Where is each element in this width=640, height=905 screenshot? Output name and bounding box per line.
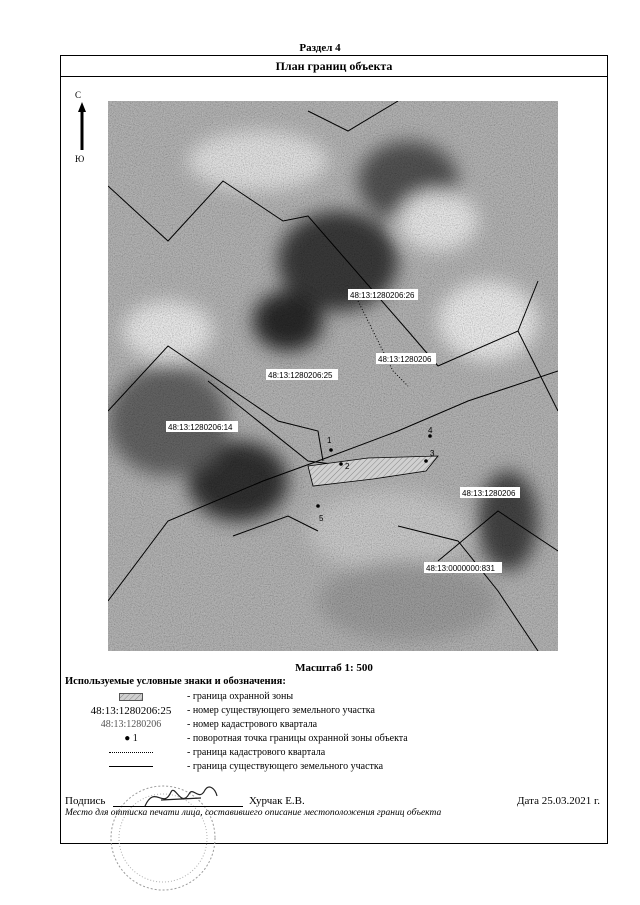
map-label-quarter: 48:13:1280206 [378, 355, 432, 364]
legend-desc: - граница охранной зоны [187, 691, 294, 702]
map-label-parcel-25: 48:13:1280206:25 [268, 371, 333, 380]
legend-desc: - поворотная точка границы охранной зоны объекта [187, 733, 408, 744]
point-label: 2 [345, 462, 350, 471]
legend-desc: - номер кадастрового квартала [187, 719, 318, 730]
legend-symbol-parcel-boundary-icon [81, 760, 181, 774]
legend-symbol-parcel-number: 48:13:1280206:25 [90, 705, 172, 717]
legend-item [61, 732, 607, 746]
legend-symbol-protection-zone-icon [81, 690, 181, 704]
signature-label: Подпись [65, 795, 106, 807]
signer-name: Хурчак Е.В. [249, 795, 305, 807]
stamp-note: Место для оттиска печати лица, составившего описание местоположения границ объекта [65, 808, 442, 818]
map-label-parcel-831: 48:13:0000000:831 [426, 564, 495, 573]
legend-item [61, 746, 607, 760]
legend-desc: - граница кадастрового квартала [187, 747, 326, 758]
section-label: Раздел 4 [299, 42, 341, 54]
compass-arrow-icon [75, 90, 89, 170]
legend-item [61, 704, 607, 718]
map-scale: Масштаб 1: 500 [295, 662, 373, 674]
legend-item [61, 760, 607, 774]
legend-item [61, 690, 607, 704]
legend-item [61, 718, 607, 732]
compass-south-label: Ю [75, 154, 85, 164]
legend-symbol-quarter-boundary-icon [81, 746, 181, 760]
page-title: План границ объекта [61, 56, 607, 77]
signature-line [113, 806, 243, 807]
compass-north-label: С [75, 90, 82, 100]
point-label: 1 [327, 436, 332, 445]
legend-symbol-turn-point-icon: ● 1 [124, 733, 138, 744]
legend-desc: - номер существующего земельного участка [187, 705, 375, 716]
map-label-parcel-14: 48:13:1280206:14 [168, 423, 233, 432]
map-label-parcel-26: 48:13:1280206:26 [350, 291, 415, 300]
legend-desc: - граница существующего земельного участка [187, 761, 384, 772]
aerial-map [108, 101, 558, 651]
legend-symbol-quarter-number: 48:13:1280206 [100, 719, 162, 730]
document-frame [60, 55, 608, 844]
signature-date: Дата 25.03.2021 г. [517, 795, 600, 807]
point-label: 3 [430, 449, 435, 458]
map-label-quarter-2: 48:13:1280206 [462, 489, 516, 498]
legend-title: Используемые условные знаки и обозначения: [65, 676, 286, 687]
point-label: 5 [319, 514, 324, 523]
point-label: 4 [428, 426, 433, 435]
